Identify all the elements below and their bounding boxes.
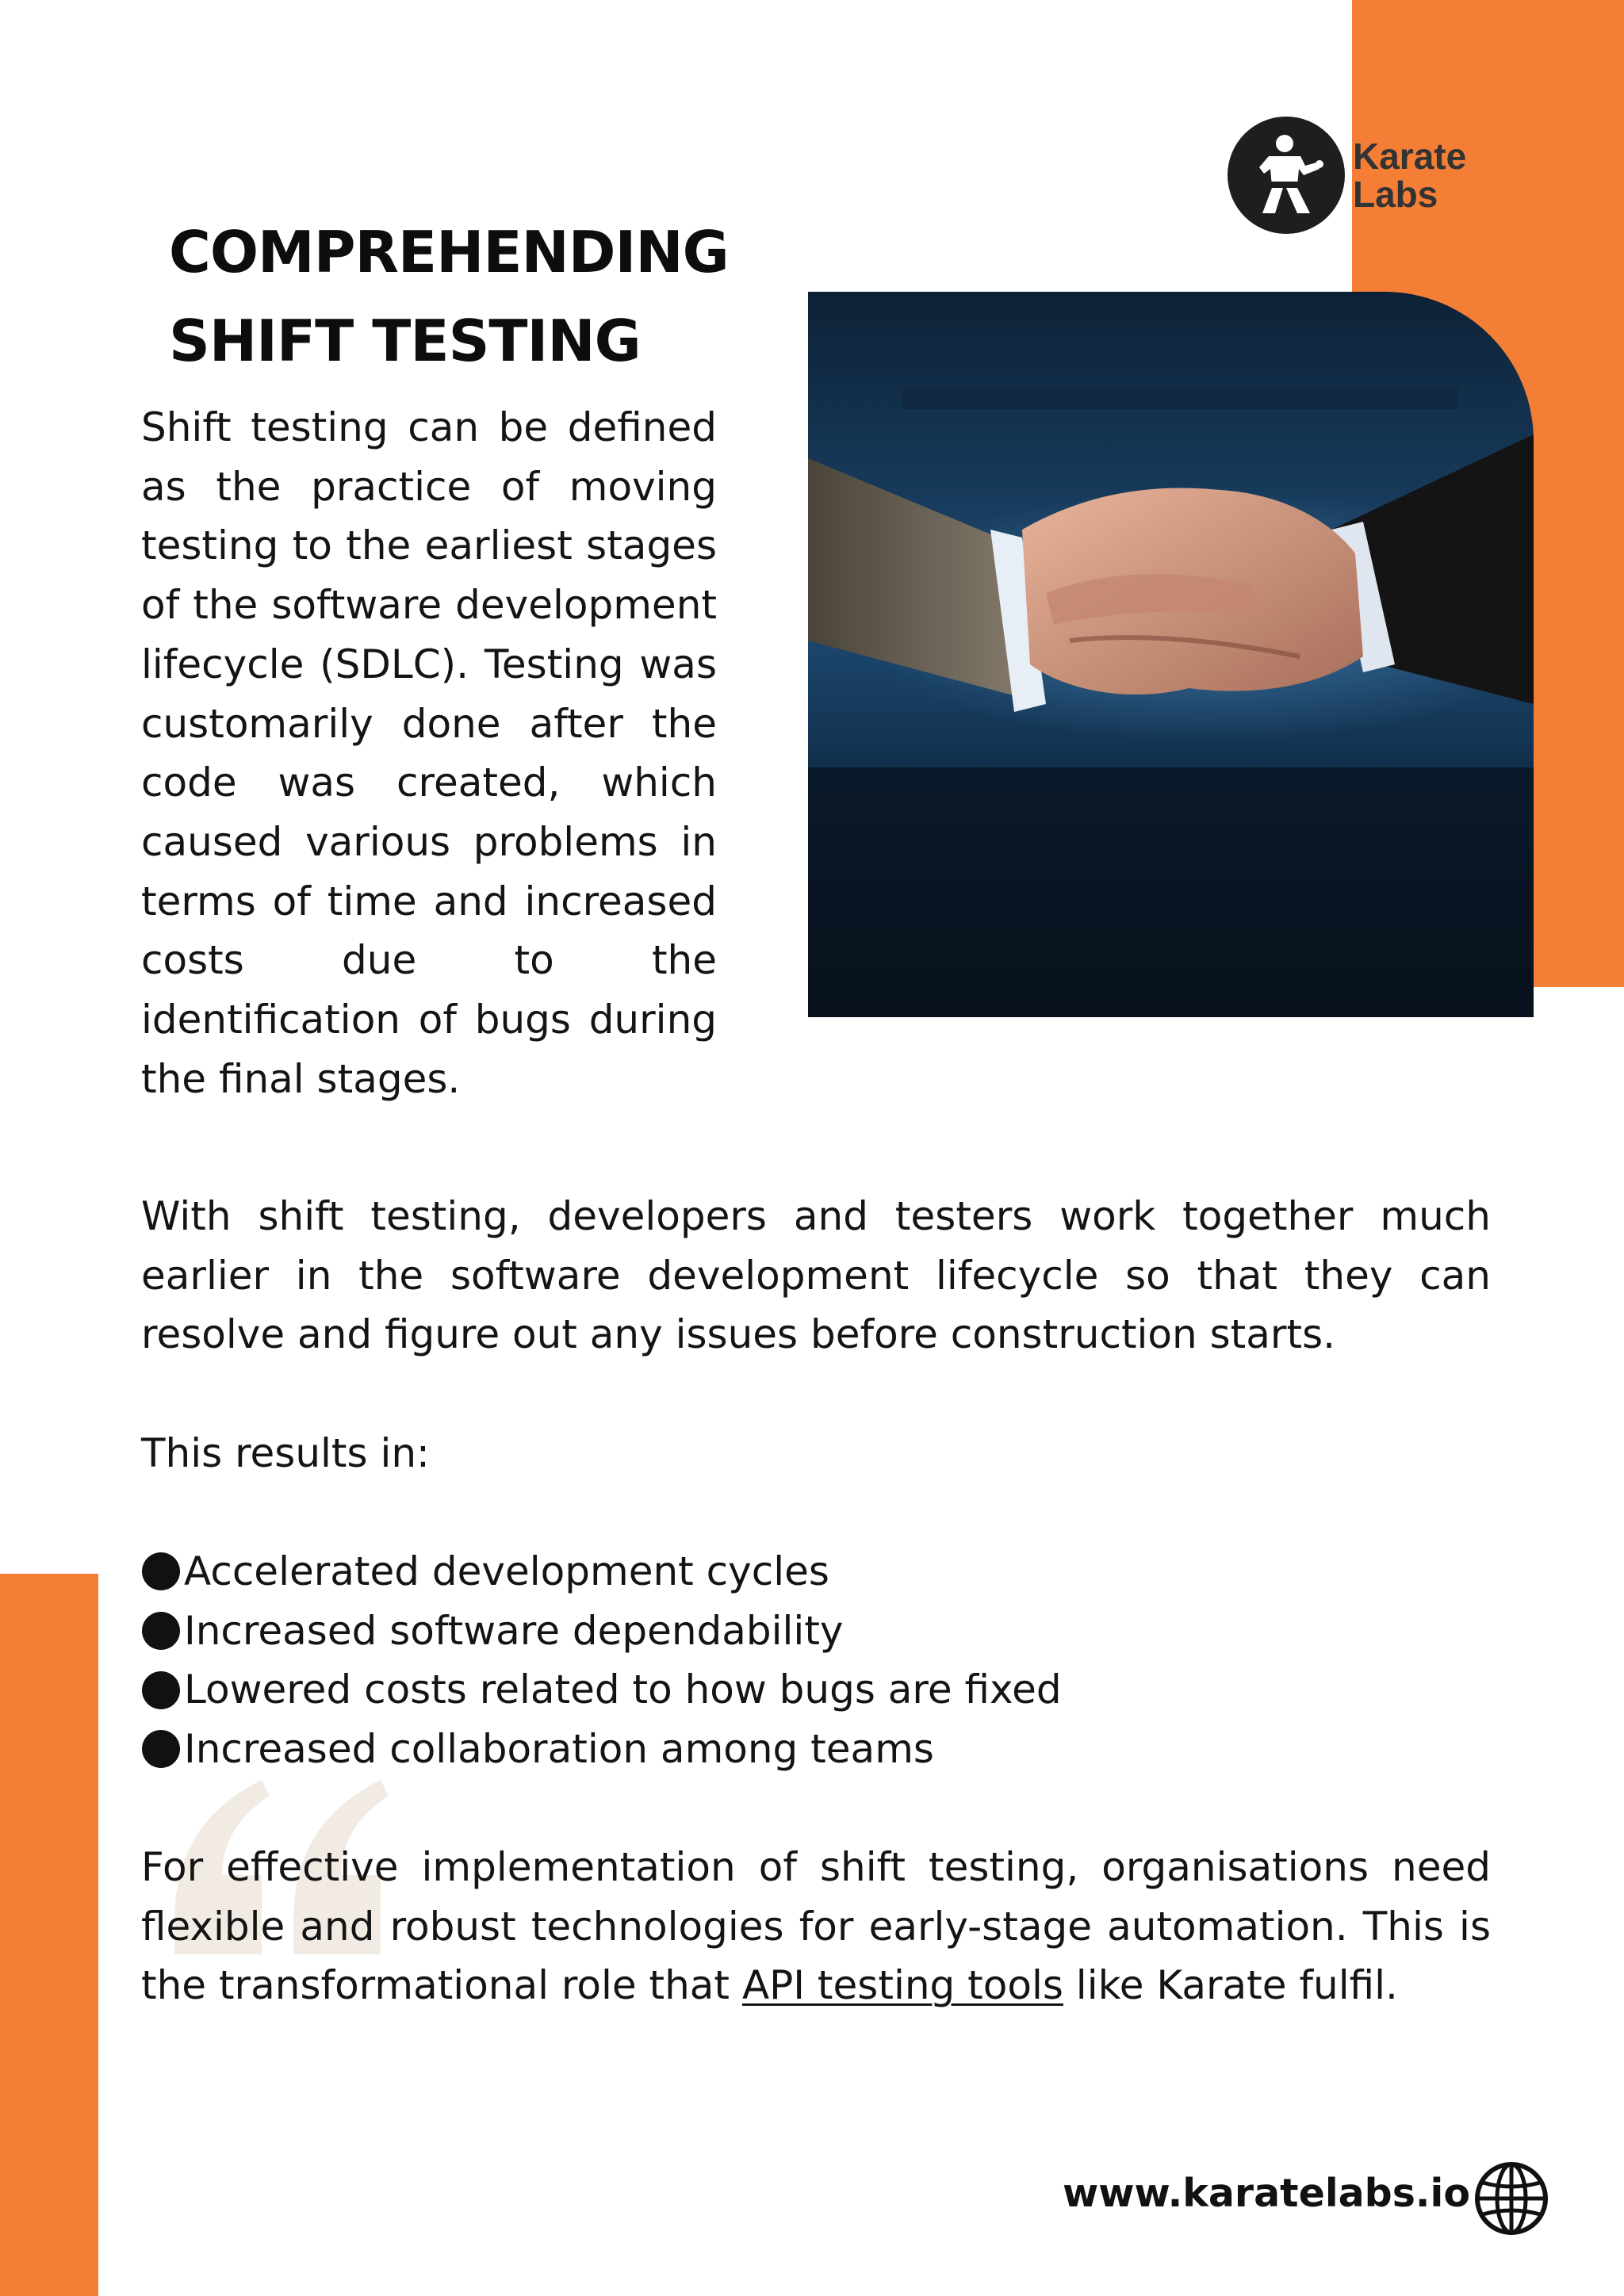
bullet-icon (141, 1729, 181, 1769)
title-line-1: COMPREHENDING (169, 219, 729, 285)
list-item-text: Increased software dependability (184, 1607, 844, 1654)
bullet-icon (141, 1552, 181, 1591)
results-intro: This results in: (141, 1430, 430, 1476)
intro-paragraph: Shift testing can be defined as the practice of moving testing to the earliest stages of the software development lifecycle (SDLC). Testing was customarily done after the code was created, which caused various problems in terms of time and increased costs due to the identification of bugs during the final stages. (141, 404, 717, 1102)
title-line-2: SHIFT TESTING (169, 308, 641, 374)
shift-testing-paragraph: With shift testing, developers and testers work together much earlier in the software development lifecycle so that they can resolve and figure out any issues before construction starts. (141, 1193, 1491, 1358)
api-testing-tools-link[interactable]: API testing tools (741, 1962, 1063, 2009)
logo-word-labs: Labs (1353, 174, 1438, 215)
closing-paragraph (141, 1838, 1491, 2015)
list-item (141, 1542, 1491, 1601)
list-item-text: Accelerated development cycles (184, 1548, 829, 1594)
handshake-photo (808, 292, 1534, 1017)
orange-accent-bar-left (0, 1574, 98, 2296)
globe-icon (1473, 2160, 1549, 2237)
karate-figure-icon (1228, 117, 1345, 234)
closing-text-start: For effective implementation of shift testing, organisations need flexible and robust technologies for early-stage automation. This is the transformational role that (141, 1844, 1491, 2009)
closing-text-end: like Karate fulfil. (1063, 1962, 1398, 2009)
logo-word-karate: Karate (1353, 136, 1467, 177)
list-item (141, 1601, 1491, 1661)
list-item-text: Increased collaboration among teams (184, 1726, 934, 1773)
list-item-text: Lowered costs related to how bugs are fixed (184, 1667, 1062, 1713)
logo-wordmark (1353, 137, 1466, 213)
page-title (169, 208, 772, 385)
bullet-icon (141, 1611, 181, 1651)
website-url[interactable]: www.karatelabs.io (1063, 2171, 1470, 2216)
results-list (141, 1542, 1491, 1779)
list-item (141, 1660, 1491, 1720)
karate-labs-logo (1228, 117, 1481, 237)
bullet-icon (141, 1670, 181, 1710)
